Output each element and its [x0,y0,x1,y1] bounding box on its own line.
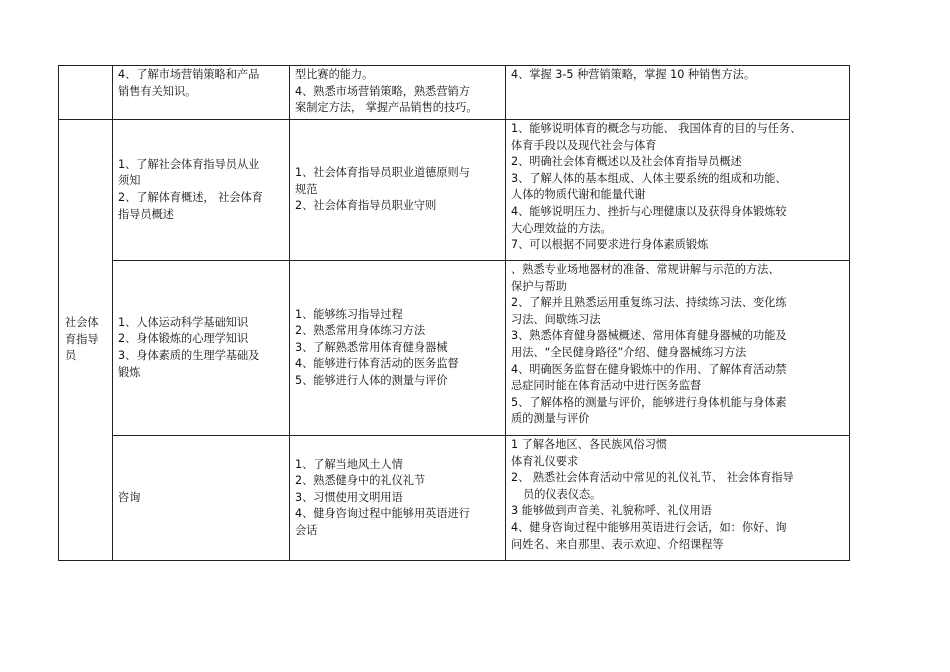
requirement-cell [506,120,850,261]
cell-line: 规范 [295,182,318,196]
cell-line: 用法、“全民健身路径”介绍、健身器械练习方法 [511,345,747,359]
cell-line: 1、能够练习指导过程 [295,307,403,321]
cell-line: 2、明确社会体育概述以及社会体育指导员概述 [511,155,742,169]
category-label-line: 育指导 [65,332,99,346]
skill-cell [290,261,506,436]
cell-line: 3、熟悉体育健身器械概述、常用体育健身器械的功能及 [511,329,787,343]
cell-line: 4、健身咨询过程中能够用英语进行 [295,507,470,521]
skill-cell [290,120,506,261]
cell-line: 1、了解当地风土人情 [295,457,403,471]
cell-line: 指导员概述 [118,207,174,221]
category-cell [59,120,113,561]
cell-line: 1、能够说明体育的概念与功能、 我国体育的目的与任务、 [511,122,802,135]
cell-line: 1 了解各地区、各民族风俗习惯 [511,438,668,451]
requirement-cell [506,436,850,561]
cell-line: 大心理效益的方法。 [511,221,612,235]
cell-line: 4、能够说明压力、挫折与心理健康以及获得身体锻炼较 [511,204,787,218]
cell-line: 忌症同时能在体育活动中进行医务监督 [511,379,702,393]
cell-line: 4、能够进行体育活动的医务监督 [295,357,459,371]
cell-line: 1、了解社会体育指导员从业 [118,157,260,171]
knowledge-cell [113,436,290,561]
cell-line: 保护与帮助 [511,279,567,293]
cell-line: 、熟悉专业场地器材的准备、常规讲解与示范的方法、 [511,263,780,276]
cell-line: 习法、间歇练习法 [511,312,601,326]
cell-line: 体育礼仪要求 [511,454,579,468]
cell-line: 4、明确医务监督在健身锻炼中的作用、了解体育活动禁 [511,362,787,376]
cell-line: 会话 [295,523,318,537]
table-row-instructor-basics [59,120,850,261]
cell-line: 须知 [118,174,141,188]
cell-line: 咨询 [118,490,141,504]
knowledge-cell [113,261,290,436]
cell-line: 2、熟悉健身中的礼仪礼节 [295,474,426,488]
cell-line: 2、 熟悉社会体育活动中常见的礼仪礼节、 社会体育指导 [511,471,794,485]
cell-line: 4、了解市场营销策略和产品 [118,68,260,81]
cell-line: 销售有关知识。 [118,84,197,98]
knowledge-cell [113,66,290,120]
cell-line: 2、了解并且熟悉运用重复练习法、持续练习法、变化练 [511,296,787,310]
cell-line: 3、了解人体的基本组成、人体主要系统的组成和功能、 [511,171,787,185]
cell-line: 问姓名、来自那里、表示欢迎、介绍课程等 [511,537,724,551]
cell-line: 1、社会体育指导员职业道德原则与 [295,166,470,180]
cell-line: 2、熟悉常用身体练习方法 [295,324,426,338]
table-row-marketing-continued [59,66,850,120]
cell-line: 2、了解体育概述， 社会体育 [118,191,263,204]
cell-line: 3、身体素质的生理学基础及 [118,349,260,362]
cell-line: 2、身体锻炼的心理学知识 [118,332,249,346]
cell-line: 7、可以根据不同要求进行身体素质锻炼 [511,238,709,252]
cell-line: 5、了解体格的测量与评价，能够进行身体机能与身体素 [511,395,787,409]
table-row-exercise-science [59,261,850,436]
category-label-line: 员 [65,349,77,363]
skill-cell [290,436,506,561]
cell-line: 员的仪表仪态。 [523,487,602,501]
table-row-consultation [59,436,850,561]
requirement-cell [506,66,850,120]
cell-line: 型比赛的能力。 [295,68,374,81]
cell-line: 4、掌握 3-5 种营销策略，掌握 10 种销售方法。 [511,68,756,81]
cell-line: 3、了解熟悉常用体育健身器械 [295,340,448,354]
cell-line: 质的测量与评价 [511,412,590,426]
cell-line: 3 能够做到声音美、礼貌称呼、礼仪用语 [511,504,712,518]
cell-line: 4、健身咨询过程中能够用英语进行会话，如：你好、询 [511,520,787,534]
skill-cell [290,66,506,120]
cell-line: 1、人体运动科学基础知识 [118,315,249,329]
cell-line: 案制定方法， 掌握产品销售的技巧。 [295,101,478,115]
cell-line: 体育手段以及现代社会与体育 [511,138,657,152]
cell-line: 5、能够进行人体的测量与评价 [295,373,448,387]
cell-line: 人体的物质代谢和能量代谢 [511,188,646,202]
cell-line: 2、社会体育指导员职业守则 [295,199,437,213]
knowledge-cell [113,120,290,261]
cell-line: 4、熟悉市场营销策略，熟悉营销方 [295,84,470,98]
cell-line: 锻炼 [118,365,141,379]
curriculum-table [58,65,850,561]
category-label-line: 社会体 [65,316,99,330]
requirement-cell [506,261,850,436]
cell-line: 3、习惯使用文明用语 [295,490,403,504]
category-cell-empty [59,66,113,120]
